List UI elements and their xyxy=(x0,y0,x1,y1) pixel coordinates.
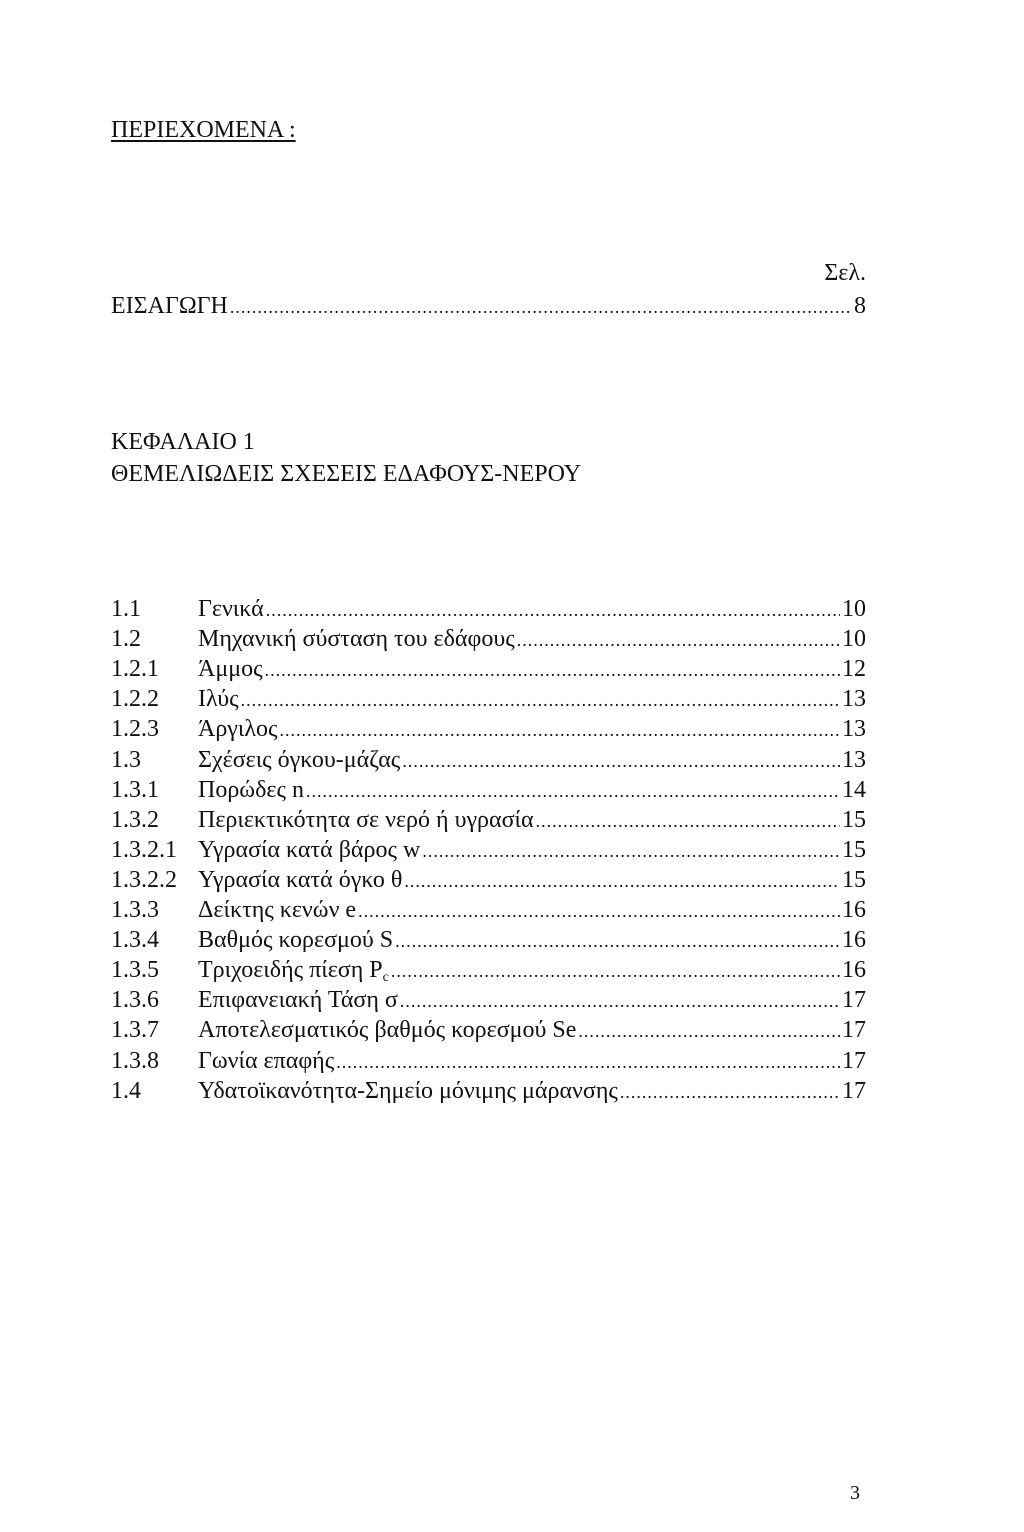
toc-entry-page: 8 xyxy=(854,293,866,319)
toc-entry-title-subscript: c xyxy=(382,970,389,986)
toc-entry xyxy=(111,748,866,772)
toc-entry-title-text: Περιεκτικότητα σε νερό ή υγρασία xyxy=(198,806,534,833)
toc-entry-title xyxy=(198,748,400,772)
toc-entry xyxy=(111,958,866,985)
toc-entry xyxy=(111,1049,866,1073)
toc-entry-page: 16 xyxy=(842,927,866,954)
toc-entry xyxy=(111,687,866,711)
toc-entry-title xyxy=(198,778,304,802)
dot-leader xyxy=(536,812,840,830)
page-number: 3 xyxy=(850,1482,860,1504)
toc-entry xyxy=(111,1079,866,1103)
dot-leader xyxy=(358,902,840,920)
toc-entry xyxy=(111,597,866,621)
toc-entry-page: 15 xyxy=(842,866,866,893)
toc-entry-title-text: Υγρασία κατά βάρος w xyxy=(198,836,421,863)
toc-entry-number: 1.3 xyxy=(111,746,141,773)
toc-entry-page: 16 xyxy=(842,897,866,923)
toc-entry-page: 10 xyxy=(842,626,866,653)
toc-entry-title-text: Βαθμός κορεσμού S xyxy=(198,927,394,954)
toc-entry-title xyxy=(198,988,398,1012)
toc-entry-title xyxy=(198,687,239,711)
toc-entry-number: 1.3.7 xyxy=(111,1017,159,1044)
toc-entry-title-text: Μηχανική σύσταση του εδάφους xyxy=(198,626,515,653)
toc-heading: ΠΕΡΙΕΧΟΜΕΝΑ : xyxy=(111,117,296,143)
toc-entry-title-text: Επιφανειακή Τάση σ xyxy=(198,987,398,1014)
dot-leader xyxy=(306,782,840,800)
toc-entry-page: 16 xyxy=(842,957,866,984)
chapter-label: ΚΕΦΑΛΑΙΟ 1 xyxy=(111,429,255,455)
toc-entry-page: 15 xyxy=(842,806,866,833)
toc-entry xyxy=(111,717,866,741)
toc-entry-number: 1.3.1 xyxy=(111,776,159,803)
toc-entry-title-text: Δείκτης κενών e xyxy=(198,897,357,923)
toc-entry xyxy=(111,838,866,862)
dot-leader xyxy=(265,661,840,679)
toc-entry-number: 1.3.4 xyxy=(111,927,159,954)
toc-entry-number: 1.2.1 xyxy=(111,656,159,683)
toc-entry-title-text: Γωνία επαφής xyxy=(198,1047,335,1074)
toc-entry-title xyxy=(198,898,356,922)
toc-entry-page: 13 xyxy=(842,686,866,713)
toc-entry-page: 17 xyxy=(842,1047,866,1074)
toc-entry xyxy=(111,657,866,681)
toc-entry-page: 10 xyxy=(842,596,866,622)
toc-entry-title xyxy=(198,657,263,681)
toc-entry-title-text: Υγρασία κατά όγκο θ xyxy=(198,866,403,893)
toc-entry-title xyxy=(198,808,534,832)
toc-entry-page: 13 xyxy=(842,746,866,773)
toc-entry-title xyxy=(198,1079,618,1103)
chapter-title: ΘΕΜΕΛΙΩΔΕΙΣ ΣΧΕΣΕΙΣ ΕΔΑΦΟΥΣ-ΝΕΡΟΥ xyxy=(111,461,582,487)
dot-leader xyxy=(395,932,840,950)
toc-entry-number: 1.3.2.2 xyxy=(111,866,177,893)
toc-entry-title-text: Ιλύς xyxy=(198,686,239,713)
toc-entry-title xyxy=(198,838,420,862)
toc-entry-number: 1.1 xyxy=(111,596,141,622)
toc-entry-page: 14 xyxy=(842,776,866,803)
toc-entry xyxy=(111,988,866,1012)
toc-entry-title xyxy=(198,717,278,741)
toc-entry-number: 1.3.5 xyxy=(111,957,159,984)
toc-entry-intro xyxy=(111,294,866,318)
dot-leader xyxy=(578,1022,840,1040)
toc-entry-title xyxy=(198,1018,576,1042)
dot-leader xyxy=(280,721,840,739)
toc-entry-title xyxy=(198,597,264,621)
dot-leader xyxy=(336,1053,840,1071)
toc-entry-title-text: Άμμος xyxy=(198,656,263,683)
toc-entry-title xyxy=(198,868,402,892)
toc-entry-page: 12 xyxy=(842,656,866,683)
toc-entry-page: 17 xyxy=(842,987,866,1014)
toc-entry-title xyxy=(198,928,393,952)
dot-leader xyxy=(422,842,840,860)
toc-entry-number: 1.3.2 xyxy=(111,806,159,833)
toc-entry-number: 1.2.2 xyxy=(111,686,159,713)
dot-leader xyxy=(404,872,840,890)
toc-entry-page: 13 xyxy=(842,716,866,743)
toc-entry-title-text: Υδατοϊκανότητα-Σημείο μόνιμης μάρανσης xyxy=(198,1077,618,1104)
dot-leader xyxy=(241,691,840,709)
toc-entry-number: 1.2 xyxy=(111,626,141,653)
toc-entry xyxy=(111,808,866,832)
toc-entry-title: ΕΙΣΑΓΩΓΗ xyxy=(111,293,228,319)
toc-entry-number: 1.3.6 xyxy=(111,987,159,1014)
toc-entry-page: 17 xyxy=(842,1017,866,1044)
toc-entry-page: 15 xyxy=(842,836,866,863)
toc-entry-title xyxy=(198,1049,334,1073)
toc-entry-number: 1.2.3 xyxy=(111,716,159,743)
toc-entry-title-text: Αποτελεσματικός βαθμός κορεσμού Se xyxy=(198,1017,577,1044)
dot-leader xyxy=(266,601,840,619)
toc-entry-number: 1.4 xyxy=(111,1077,141,1104)
toc-entry-number: 1.3.3 xyxy=(111,897,159,923)
toc-entry xyxy=(111,928,866,952)
dot-leader xyxy=(391,962,840,980)
dot-leader xyxy=(402,752,840,770)
toc-entry xyxy=(111,868,866,892)
dot-leader xyxy=(517,631,840,649)
page-column-label: Σελ. xyxy=(824,260,866,286)
toc-entry-number: 1.3.8 xyxy=(111,1047,159,1074)
toc-entry xyxy=(111,898,866,922)
toc-entry-number: 1.3.2.1 xyxy=(111,836,177,863)
toc-entry-title-text: Άργιλος xyxy=(198,716,278,743)
toc-entry-title-text: Σχέσεις όγκου-μάζας xyxy=(198,746,401,773)
toc-entry-title-text: Τριχοειδής πίεση P xyxy=(198,957,383,984)
toc-entry xyxy=(111,1018,866,1042)
dot-leader xyxy=(230,298,852,316)
dot-leader xyxy=(620,1083,840,1101)
toc-entry-title xyxy=(198,627,515,651)
toc-entry-title-text: Γενικά xyxy=(198,596,264,622)
toc-entry xyxy=(111,627,866,651)
toc-entry-title xyxy=(198,958,389,985)
toc-entry-page: 17 xyxy=(842,1077,866,1104)
toc-entry-title-text: Πορώδες n xyxy=(198,776,304,803)
toc-entry xyxy=(111,778,866,802)
dot-leader xyxy=(400,992,840,1010)
